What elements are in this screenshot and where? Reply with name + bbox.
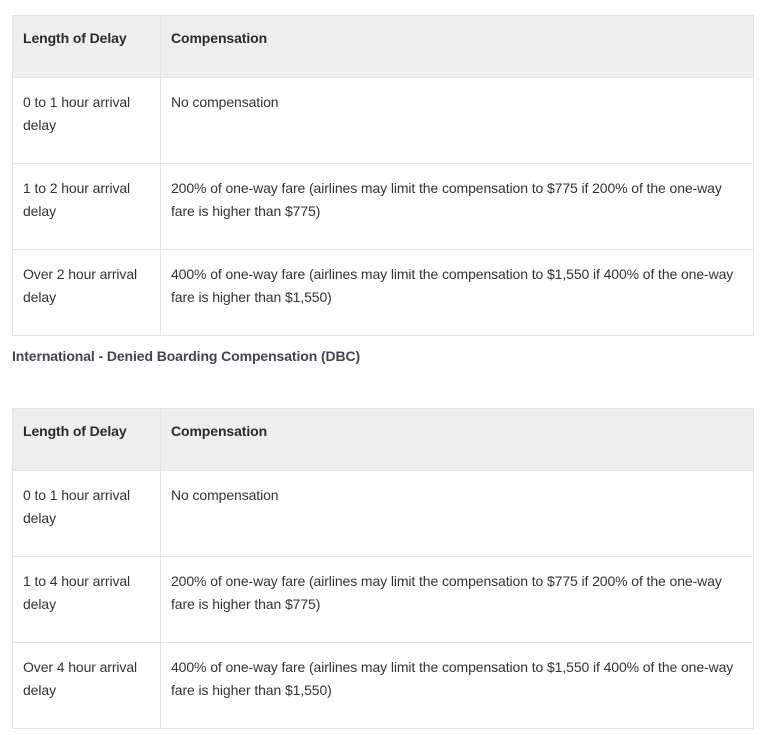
compensation-cell: 400% of one-way fare (airlines may limit the compensation to $1,550 if 400% of the one-way fare is higher than $1,550) [161,250,754,336]
table-header-row [13,409,754,471]
compensation-cell: No compensation [161,78,754,164]
column-header-compensation: Compensation [161,409,754,471]
compensation-cell: 400% of one-way fare (airlines may limit the compensation to $1,550 if 400% of the one-way fare is higher than $1,550) [161,643,754,729]
table-row [13,557,754,643]
table-row [13,250,754,336]
delay-cell: 1 to 2 hour arrival delay [13,164,161,250]
table-row [13,78,754,164]
table-row [13,164,754,250]
delay-cell: 1 to 4 hour arrival delay [13,557,161,643]
domestic-compensation-table [12,15,754,336]
column-header-length-of-delay: Length of Delay [13,409,161,471]
compensation-cell: No compensation [161,471,754,557]
table-row [13,471,754,557]
delay-cell: Over 2 hour arrival delay [13,250,161,336]
column-header-length-of-delay: Length of Delay [13,16,161,78]
international-compensation-table [12,408,754,729]
column-header-compensation: Compensation [161,16,754,78]
table-row [13,643,754,729]
delay-cell: 0 to 1 hour arrival delay [13,471,161,557]
section-heading-international-dbc: International - Denied Boarding Compensation (DBC) [12,348,361,364]
table-header-row [13,16,754,78]
compensation-cell: 200% of one-way fare (airlines may limit the compensation to $775 if 200% of the one-way fare is higher than $775) [161,557,754,643]
delay-cell: 0 to 1 hour arrival delay [13,78,161,164]
compensation-cell: 200% of one-way fare (airlines may limit the compensation to $775 if 200% of the one-way fare is higher than $775) [161,164,754,250]
delay-cell: Over 4 hour arrival delay [13,643,161,729]
